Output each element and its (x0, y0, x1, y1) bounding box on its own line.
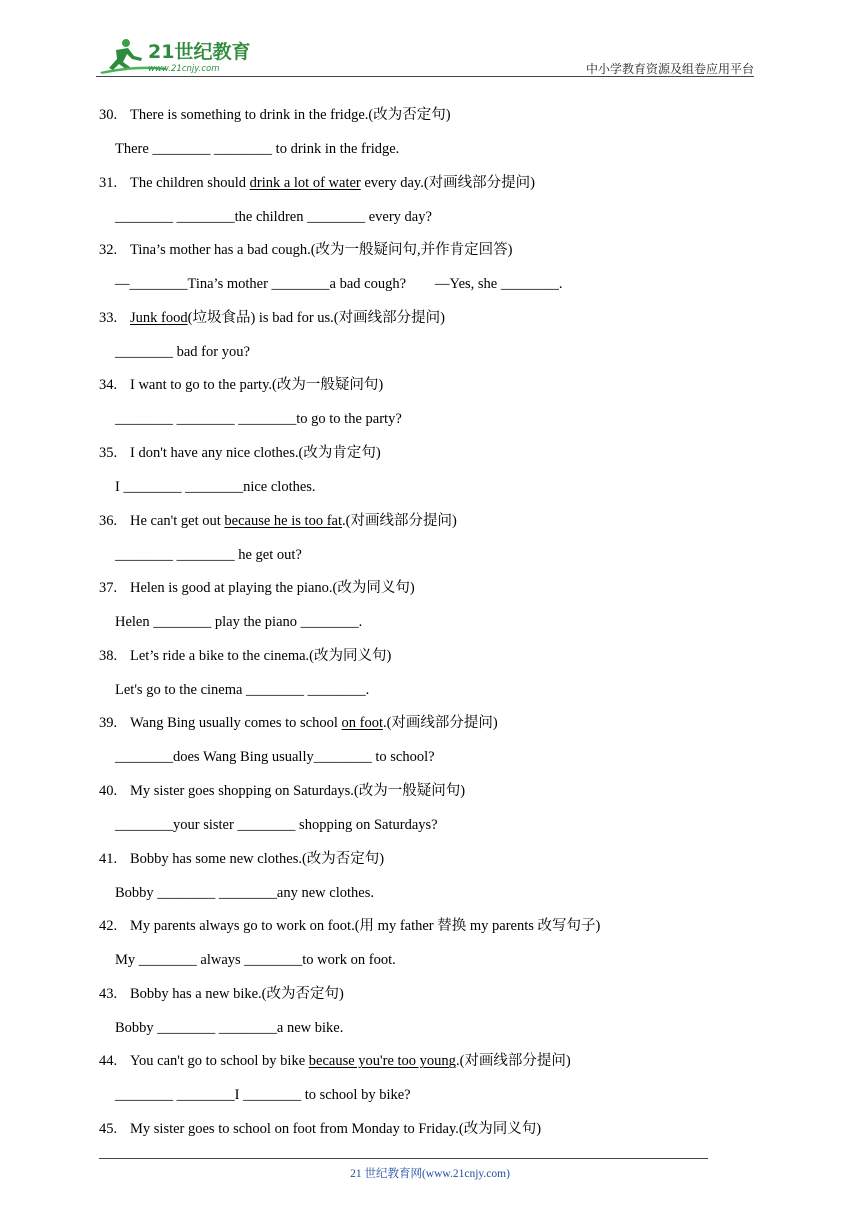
question-number: 36. (99, 512, 118, 529)
svg-text:www.21cnjy.com: www.21cnjy.com (148, 64, 220, 74)
question-text: He can't get out (130, 512, 225, 529)
question-sentence (99, 511, 457, 531)
header-divider (96, 76, 754, 77)
question-number: 38. (99, 647, 118, 664)
underlined-phrase: Junk food (130, 309, 188, 326)
question-number: 34. (99, 377, 118, 394)
question-text: Tina’s mother has a bad cough.(改为一般疑问句,并作肯定回答) (130, 242, 513, 259)
question-sentence (99, 578, 415, 598)
question-text: You can't go to school by bike (130, 1053, 309, 1070)
question-sentence (99, 1051, 571, 1071)
answer-line: My ________ always ________to work on foot. (115, 952, 396, 969)
answer-line: Let's go to the cinema ________ ________. (115, 681, 370, 698)
footer-text: 21 世纪教育网(www.21cnjy.com) (350, 1168, 510, 1180)
underlined-phrase: drink a lot of water (249, 174, 361, 191)
question-number: 37. (99, 580, 118, 597)
question-text: .(对画线部分提问) (342, 512, 457, 529)
question-sentence (99, 849, 384, 869)
answer-line: ________ ________ he get out? (115, 546, 302, 563)
question-text: Bobby has a new bike.(改为否定句) (130, 985, 344, 1002)
question-text: I don't have any nice clothes.(改为肯定句) (130, 445, 381, 461)
site-logo (96, 34, 256, 76)
answer-line: ________ ________ ________to go to the party? (115, 411, 402, 428)
question-number: 44. (99, 1053, 118, 1070)
page-header (96, 30, 754, 76)
answer-line: Bobby ________ ________a new bike. (115, 1019, 344, 1036)
answer-line: ________does Wang Bing usually________ to school? (115, 749, 435, 766)
question-sentence (99, 240, 512, 260)
question-sentence (99, 646, 391, 666)
answer-line: ________your sister ________ shopping on Saturdays? (115, 817, 438, 833)
question-text: .(对画线部分提问) (382, 715, 498, 732)
svg-text:21世纪教育: 21世纪教育 (148, 41, 251, 63)
question-text: Let’s ride a bike to the cinema.(改为同义句) (130, 647, 392, 664)
underlined-phrase: because you're too young (308, 1053, 456, 1070)
footer-divider (99, 1158, 708, 1159)
question-number: 30. (99, 107, 118, 123)
question-text: I want to go to the party.(改为一般疑问句) (130, 377, 384, 394)
question-text: Wang Bing usually comes to school (130, 715, 342, 732)
question-text: My parents always go to work on foot.(用 my father 替换 my parents 改写句子) (130, 918, 601, 935)
question-text: My sister goes to school on foot from Monday to Friday.(改为同义句) (130, 1121, 542, 1137)
question-number: 40. (99, 783, 118, 799)
question-text: every day.(对画线部分提问) (360, 174, 535, 191)
question-sentence (99, 443, 381, 463)
question-sentence (99, 105, 451, 125)
answer-line: ________ ________I ________ to school by bike? (115, 1087, 411, 1104)
question-sentence (99, 984, 344, 1004)
question-sentence (99, 781, 465, 801)
answer-line: Helen ________ play the piano ________. (115, 614, 363, 631)
question-text: The children should (130, 174, 250, 191)
answer-line: Bobby ________ ________any new clothes. (115, 884, 374, 901)
question-text: (垃圾食品) is bad for us.(对画线部分提问) (187, 309, 445, 326)
question-text: .(对画线部分提问) (455, 1053, 571, 1070)
question-number: 43. (99, 985, 118, 1002)
question-text: Helen is good at playing the piano.(改为同义句) (130, 580, 415, 597)
answer-line: ________ ________the children ________ every day? (115, 208, 432, 225)
question-sentence (99, 173, 535, 193)
question-sentence (99, 713, 498, 733)
answer-line: —________Tina’s mother ________a bad cough? —Yes, she ________. (115, 276, 563, 293)
question-number: 33. (99, 309, 118, 326)
question-text: Bobby has some new clothes.(改为否定句) (130, 850, 385, 867)
question-text: My sister goes shopping on Saturdays.(改为一般疑问句) (130, 783, 466, 799)
question-number: 31. (99, 174, 118, 191)
question-text: There is something to drink in the fridge.(改为否定句) (130, 107, 451, 123)
question-number: 35. (99, 445, 118, 461)
question-number: 39. (99, 715, 118, 732)
platform-title: 中小学教育资源及组卷应用平台 (585, 62, 754, 76)
question-sentence (99, 308, 445, 328)
question-number: 45. (99, 1121, 118, 1137)
question-number: 41. (99, 850, 118, 867)
question-sentence (99, 1119, 541, 1139)
answer-line: I ________ ________nice clothes. (115, 479, 316, 495)
question-sentence (99, 916, 600, 936)
answer-line: ________ bad for you? (115, 343, 250, 360)
answer-line: There ________ ________ to drink in the fridge. (115, 141, 400, 157)
underlined-phrase: because he is too fat (224, 512, 342, 529)
question-number: 32. (99, 242, 118, 259)
question-number: 42. (99, 918, 118, 935)
question-sentence (99, 375, 383, 395)
underlined-phrase: on foot (341, 715, 383, 732)
